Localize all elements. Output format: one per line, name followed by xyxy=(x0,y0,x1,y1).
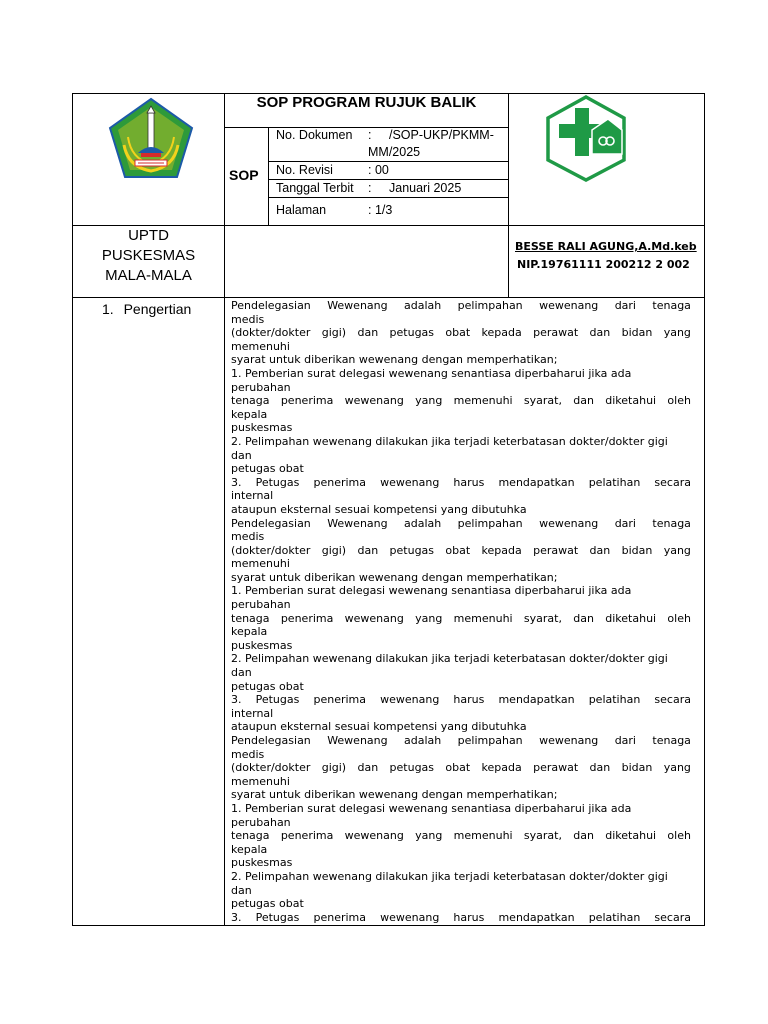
body-line: 3. Petugas penerima wewenang harus mendapatkan pelatihan secara xyxy=(231,910,691,924)
body-line: dan xyxy=(231,666,252,680)
body-line: kepala xyxy=(231,842,268,856)
body-line: syarat untuk diberikan wewenang dengan memperhatikan; xyxy=(231,353,558,367)
section-heading xyxy=(102,301,191,317)
body-line: kepala xyxy=(231,407,268,421)
body-line: 3. Petugas penerima wewenang harus mendapatkan pelatihan secara xyxy=(231,475,691,489)
tanggal-terbit-value: Januari 2025 xyxy=(389,181,462,195)
no-dokumen-value: /SOP-UKP/PKMM- xyxy=(389,128,494,142)
body-line: syarat untuk diberikan wewenang dengan memperhatikan; xyxy=(231,788,558,802)
body-line: 1. Pemberian surat delegasi wewenang senantiasa diperbaharui jika ada xyxy=(231,801,632,815)
body-line: 2. Pelimpahan wewenang dilakukan jika terjadi keterbatasan dokter/dokter gigi xyxy=(231,434,668,448)
body-line: petugas obat xyxy=(231,679,304,693)
section-body xyxy=(231,299,691,924)
body-line: Pendelegasian Wewenang adalah pelimpahan wewenang dari tenaga xyxy=(231,516,691,530)
regional-emblem-icon xyxy=(108,97,194,179)
body-line: (dokter/dokter gigi) dan petugas obat kepada perawat dan bidan yang xyxy=(231,761,691,775)
body-line: perubahan xyxy=(231,598,291,612)
body-line: ataupun eksternal sesuai kompetensi yang dibutuhka xyxy=(231,720,527,734)
body-line: internal xyxy=(231,706,274,720)
body-line: 1. Pemberian surat delegasi wewenang senantiasa diperbaharui jika ada xyxy=(231,366,632,380)
no-revisi-value: : 00 xyxy=(368,163,389,177)
body-line: tenaga penerima wewenang yang memenuhi syarat, dan diketahui oleh xyxy=(231,394,691,408)
body-line: internal xyxy=(231,489,274,503)
signer-name: BESSE RALI AGUNG,A.Md.keb xyxy=(515,240,697,253)
meta-rule-1 xyxy=(268,161,509,162)
body-line: perubahan xyxy=(231,815,291,829)
section-number: 1. xyxy=(102,301,114,317)
institution-line-2: PUSKESMAS xyxy=(101,247,196,264)
institution-line-1: UPTD xyxy=(128,227,169,244)
body-line: Pendelegasian Wewenang adalah pelimpahan wewenang dari tenaga xyxy=(231,734,691,747)
body-line: memenuhi xyxy=(231,557,290,571)
body-line: (dokter/dokter gigi) dan petugas obat kepada perawat dan bidan yang xyxy=(231,543,691,557)
body-line: puskesmas xyxy=(231,421,293,435)
tanggal-terbit-colon: : xyxy=(368,181,372,195)
sop-label: SOP xyxy=(229,167,259,183)
no-revisi-label: No. Revisi xyxy=(276,163,333,177)
document-title: SOP PROGRAM RUJUK BALIK xyxy=(256,94,477,111)
body-line: tenaga penerima wewenang yang memenuhi syarat, dan diketahui oleh xyxy=(231,611,691,625)
no-dokumen-value-continued: MM/2025 xyxy=(368,145,421,159)
left-column-rule xyxy=(224,93,225,926)
body-line: kepala xyxy=(231,625,268,639)
halaman-label: Halaman xyxy=(276,203,327,217)
institution-line-3: MALA-MALA xyxy=(105,267,192,284)
puskesmas-cross-house-icon xyxy=(545,94,627,182)
body-line: syarat untuk diberikan wewenang dengan memperhatikan; xyxy=(231,570,558,584)
body-line: petugas obat xyxy=(231,462,304,476)
body-line: tenaga penerima wewenang yang memenuhi syarat, dan diketahui oleh xyxy=(231,829,691,843)
signer-block xyxy=(515,238,697,274)
signer-nip: NIP.19761111 200212 2 002 xyxy=(517,258,690,271)
body-line: medis xyxy=(231,312,265,326)
body-line: puskesmas xyxy=(231,856,293,870)
sop-column-rule xyxy=(268,127,269,225)
body-line: (dokter/dokter gigi) dan petugas obat kepada perawat dan bidan yang xyxy=(231,326,691,340)
body-line: puskesmas xyxy=(231,638,293,652)
halaman-value: : 1/3 xyxy=(368,203,393,217)
body-line: memenuhi xyxy=(231,774,290,788)
body-line: medis xyxy=(231,530,265,544)
body-line: perubahan xyxy=(231,380,291,394)
body-line: dan xyxy=(231,883,252,897)
meta-rule-2 xyxy=(268,179,509,180)
tanggal-terbit-label: Tanggal Terbit xyxy=(276,181,354,195)
institution-name xyxy=(73,226,224,286)
body-line: 1. Pemberian surat delegasi wewenang senantiasa diperbaharui jika ada xyxy=(231,584,632,598)
institution-row-bottom-rule xyxy=(72,297,705,298)
body-line: 2. Pelimpahan wewenang dilakukan jika terjadi keterbatasan dokter/dokter gigi xyxy=(231,652,668,666)
meta-rule-3 xyxy=(268,197,509,198)
right-column-rule xyxy=(508,93,509,298)
body-line: memenuhi xyxy=(231,339,290,353)
body-line: Pendelegasian Wewenang adalah pelimpahan wewenang dari tenaga xyxy=(231,299,691,312)
body-line: medis xyxy=(231,747,265,761)
no-dokumen-label: No. Dokumen xyxy=(276,128,353,142)
body-line: ataupun eksternal sesuai kompetensi yang dibutuhka xyxy=(231,502,527,516)
body-line: 3. Petugas penerima wewenang harus mendapatkan pelatihan secara xyxy=(231,693,691,707)
body-line: dan xyxy=(231,448,252,462)
body-line: petugas obat xyxy=(231,897,304,911)
no-dokumen-colon: : xyxy=(368,128,372,142)
section-title: Pengertian xyxy=(123,301,192,317)
body-line: 2. Pelimpahan wewenang dilakukan jika terjadi keterbatasan dokter/dokter gigi xyxy=(231,869,668,883)
